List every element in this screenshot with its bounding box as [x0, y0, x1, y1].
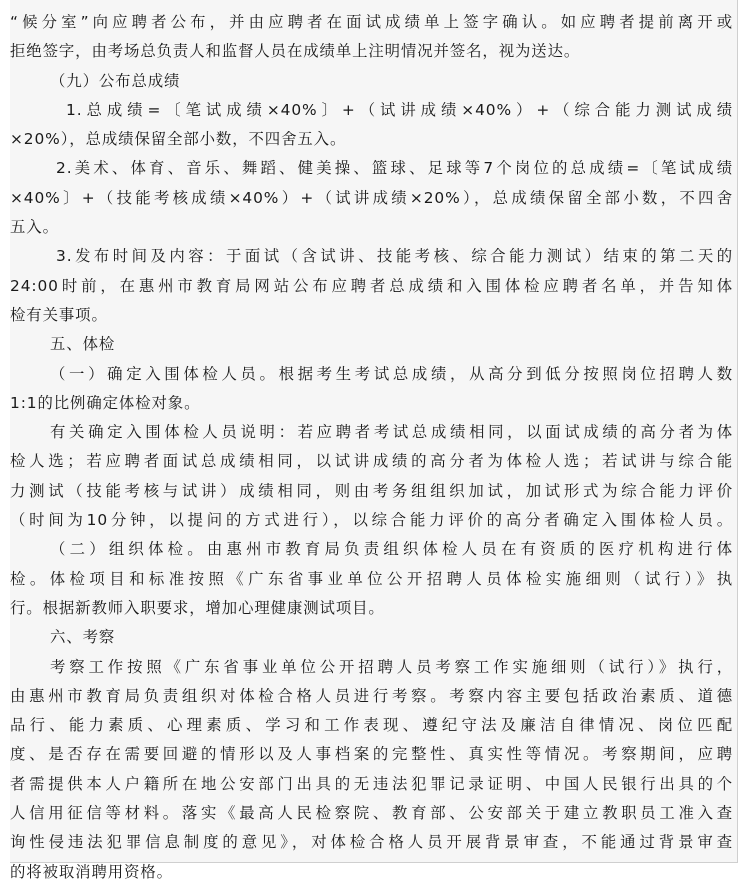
text-line: 度、是否存在需要回避的情形以及人事档案的完整性、真实性等情况。考察期间，应聘	[10, 745, 733, 764]
text-line: 者需提供本人户籍所在地公安部门出具的无违法犯罪记录证明、中国人民银行出具的个	[10, 774, 733, 793]
document-page	[10, 0, 738, 881]
section-heading: 五、体检	[50, 335, 116, 354]
text-line: 行。根据新教师入职要求，增加心理健康测试项目。	[10, 598, 385, 617]
text-line: 力测试（技能考核与试讲）成绩相同，则由考务组组织加试，加试形式为综合能力评价	[10, 481, 733, 500]
text-line: 1.总成绩=〔笔试成绩×40%〕+（试讲成绩×40%）+（综合能力测试成绩	[66, 100, 733, 119]
text-line: ×20%），总成绩保留全部小数，不四舍五入。	[10, 130, 347, 149]
text-line: ×40%〕+（技能考核成绩×40%）+（试讲成绩×20%），总成绩保留全部小数，不四舍	[10, 188, 733, 207]
text-line: 检人选；若应聘者面试总成绩相同，以试讲成绩的高分者为体检人选；若试讲与综合能	[10, 452, 733, 471]
text-line: 考察工作按照《广东省事业单位公开招聘人员考察工作实施细则（试行）》执行，	[50, 657, 733, 676]
text-line: 的将被取消聘用资格。	[10, 862, 173, 881]
text-line: 询性侵违法犯罪信息制度的意见》，对体检合格人员开展背景审查，不能通过背景审查	[10, 833, 733, 852]
text-line: 人信用征信等材料。落实《最高人民检察院、教育部、公安部关于建立教职员工准入查	[10, 804, 733, 823]
text-line: 2.美术、体育、音乐、舞蹈、健美操、篮球、足球等7个岗位的总成绩=〔笔试成绩	[56, 159, 733, 178]
text-line: 3.发布时间及内容：于面试（含试讲、技能考核、综合能力测试）结束的第二天的	[56, 247, 733, 266]
text-line: 拒绝签字，由考场总负责人和监督人员在成绩单上注明情况并签名，视为送达。	[10, 42, 581, 61]
text-line: 五入。	[10, 218, 59, 237]
text-line: 1:1的比例确定体检对象。	[10, 393, 201, 412]
text-line: （一）确定入围体检人员。根据考生考试总成绩，从高分到低分按照岗位招聘人数	[50, 364, 733, 383]
text-line: 检有关事项。	[10, 305, 108, 324]
text-line: 24:00时前，在惠州市教育局网站公布应聘者总成绩和入围体检应聘者名单，并告知体	[10, 276, 733, 295]
text-line: （二）组织体检。由惠州市教育局负责组织体检人员在有资质的医疗机构进行体	[50, 540, 733, 559]
section-heading: 六、考察	[50, 628, 116, 647]
text-line: （时间为10分钟，以提问的方式进行），以综合能力评价的高分者确定入围体检人员。	[10, 511, 733, 530]
section-heading: （九）公布总成绩	[50, 71, 181, 90]
text-line: 有关确定入围体检人员说明：若应聘者考试总成绩相同，以面试成绩的高分者为体	[50, 423, 733, 442]
text-line: 检。体检项目和标准按照《广东省事业单位公开招聘人员体检实施细则（试行）》执	[10, 569, 733, 588]
text-line: 品行、能力素质、心理素质、学习和工作表现、遵纪守法及廉洁自律情况、岗位匹配	[10, 716, 733, 735]
text-line: “候分室”向应聘者公布，并由应聘者在面试成绩单上签字确认。如应聘者提前离开或	[10, 13, 733, 31]
text-line: 由惠州市教育局负责组织对体检合格人员进行考察。考察内容主要包括政治素质、道德	[10, 686, 733, 705]
